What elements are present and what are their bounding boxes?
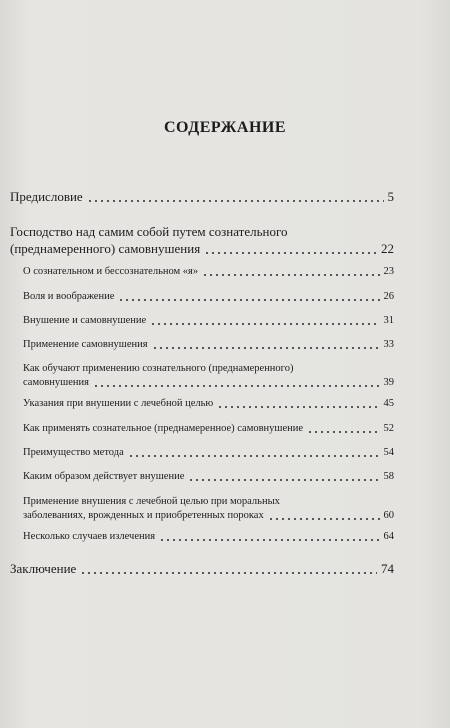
toc-entry-label: Применение самовнушения (23, 339, 148, 350)
toc-entry-label-line2: заболеваниях, врожденных и приобретенных пороках (23, 510, 264, 521)
dot-leader (202, 274, 379, 276)
dot-leader (87, 200, 384, 202)
dot-leader (128, 455, 380, 457)
toc-entry-mastery (0, 223, 450, 257)
dot-leader (204, 252, 377, 254)
dot-leader (152, 347, 380, 349)
dot-leader (217, 406, 379, 408)
toc-entry-label-line1: Господство над самим собой путем сознательного (10, 224, 288, 239)
toc-entry-will (0, 290, 450, 304)
page-title: СОДЕРЖАНИЕ (163, 119, 287, 136)
toc-entry-page: 52 (383, 423, 394, 434)
toc-entry-label-line2: (преднамеренного) самовнушения (10, 241, 201, 256)
toc-entry-label: Каким образом действует внушение (23, 471, 185, 482)
toc-entry-label: Воля и воображение (23, 291, 115, 302)
toc-entry-how-works (0, 470, 450, 484)
dot-leader (93, 385, 380, 387)
toc-entry-suggestion (0, 314, 450, 328)
toc-entry-teaching (0, 362, 450, 390)
toc-entry-advantage (0, 446, 450, 460)
toc-entry-label: Как применять сознательное (преднамеренное) самовнушение (23, 423, 304, 434)
toc-entry-label: Преимущество метода (23, 447, 124, 458)
toc-entry-page: 23 (383, 266, 394, 277)
dot-leader (307, 431, 379, 433)
toc-entry-page: 74 (381, 561, 394, 576)
dot-leader (159, 539, 379, 541)
toc-entry-page: 33 (383, 339, 394, 350)
toc-entry-cases (0, 530, 450, 544)
toc-entry-page: 54 (383, 447, 394, 458)
toc-entry-page: 64 (383, 531, 394, 542)
toc-entry-label: О сознательном и бессознательном «я» (23, 266, 199, 277)
toc-entry-page: 31 (383, 315, 394, 326)
toc-entry-label: Предисловие (10, 189, 83, 204)
toc-entry-instructions (0, 397, 450, 411)
toc-entry-how-to-apply (0, 422, 450, 436)
toc-entry-application (0, 338, 450, 352)
toc-entry-moral-diseases (0, 495, 450, 523)
toc-entry-preface (0, 188, 450, 205)
toc-entry-label: Внушение и самовнушение (23, 315, 147, 326)
toc-entry-page: 22 (381, 241, 394, 256)
dot-leader (150, 323, 379, 325)
toc-entry-page: 60 (383, 510, 394, 521)
toc-entry-page: 5 (387, 189, 394, 204)
toc-entry-conscious (0, 265, 450, 279)
toc-entry-page: 58 (383, 471, 394, 482)
dot-leader (80, 572, 377, 574)
toc-entry-conclusion (0, 560, 450, 577)
dot-leader (188, 479, 379, 481)
toc-entry-label: Указания при внушении с лечебной целью (23, 398, 214, 409)
dot-leader (268, 518, 380, 520)
toc-entry-label-line1: Как обучают применению сознательного (преднамеренного) (23, 363, 294, 374)
toc-entry-label-line1: Применение внушения с лечебной целью при моральных (23, 496, 280, 507)
toc-entry-label: Несколько случаев излечения (23, 531, 156, 542)
toc-entry-page: 26 (383, 291, 394, 302)
dot-leader (118, 299, 379, 301)
toc-entry-page: 39 (383, 377, 394, 388)
toc-entry-label-line2: самовнушения (23, 377, 89, 388)
toc-entry-page: 45 (383, 398, 394, 409)
toc-entry-label: Заключение (10, 561, 77, 576)
